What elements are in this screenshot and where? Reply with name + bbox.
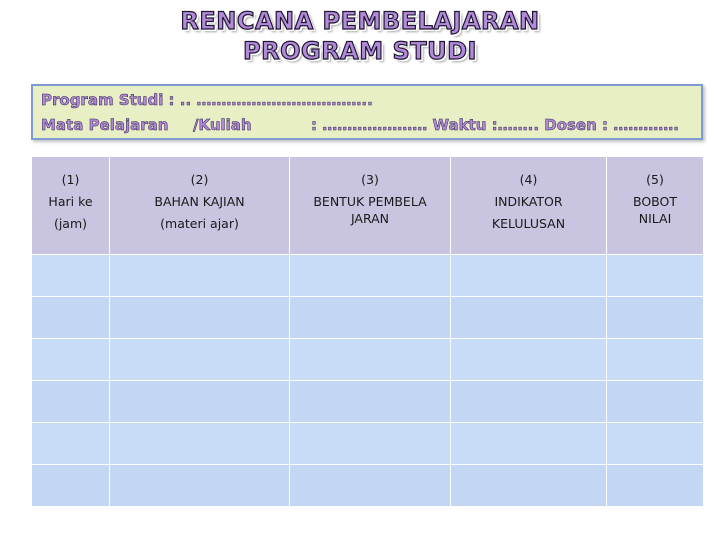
table-cell[interactable]	[32, 381, 110, 423]
column-subtitle: KELULUSAN	[491, 216, 566, 231]
table-cell[interactable]	[32, 297, 110, 339]
table-cell[interactable]	[32, 255, 110, 297]
table-cell[interactable]	[32, 465, 110, 507]
table-cell[interactable]	[607, 339, 704, 381]
column-title: BAHAN KAJIAN	[154, 194, 245, 209]
column-number: (2)	[190, 172, 209, 187]
page-title-line-2: PROGRAM STUDI	[243, 37, 477, 65]
waktu-dosen-label: : ………………… Waktu :…….. Dosen : ………….	[311, 116, 679, 134]
table-cell[interactable]	[290, 423, 451, 465]
table-cell[interactable]	[607, 255, 704, 297]
column-header-bentuk-pembelajaran	[290, 157, 451, 255]
column-subtitle: (materi ajar)	[160, 216, 239, 231]
table-cell[interactable]	[451, 255, 607, 297]
table-row	[32, 255, 704, 297]
column-title: Hari ke	[48, 194, 93, 209]
table-cell[interactable]	[110, 465, 290, 507]
column-subtitle: (jam)	[53, 216, 88, 231]
lesson-plan-table	[31, 156, 704, 507]
table-cell[interactable]	[290, 381, 451, 423]
table-cell[interactable]	[607, 381, 704, 423]
table-cell[interactable]	[110, 339, 290, 381]
table-cell[interactable]	[451, 339, 607, 381]
column-header-bahan-kajian	[110, 157, 290, 255]
column-number: (4)	[519, 172, 538, 187]
table-header-row	[32, 157, 704, 255]
table-row	[32, 339, 704, 381]
kuliah-label: /Kuliah	[193, 116, 252, 134]
table-cell[interactable]	[607, 297, 704, 339]
column-number: (5)	[646, 172, 664, 187]
table-cell[interactable]	[451, 381, 607, 423]
table-cell[interactable]	[451, 465, 607, 507]
table-row	[32, 297, 704, 339]
mata-pelajaran-label: Mata Pelajaran	[41, 116, 169, 134]
table-row	[32, 381, 704, 423]
column-header-hari	[32, 157, 110, 255]
column-subtitle: NILAI	[638, 211, 672, 226]
table-cell[interactable]	[607, 423, 704, 465]
program-studi-label: Program Studi : .. ……………………………..	[41, 91, 373, 109]
column-header-bobot	[607, 157, 704, 255]
table-cell[interactable]	[290, 255, 451, 297]
table-cell[interactable]	[110, 255, 290, 297]
table-cell[interactable]	[290, 465, 451, 507]
table-cell[interactable]	[110, 423, 290, 465]
table-cell[interactable]	[290, 339, 451, 381]
column-subtitle: JARAN	[350, 211, 390, 226]
table-row	[32, 465, 704, 507]
column-number: (1)	[61, 172, 80, 187]
column-title: INDIKATOR	[494, 194, 563, 209]
table-cell[interactable]	[451, 297, 607, 339]
table-cell[interactable]	[110, 381, 290, 423]
table-cell[interactable]	[110, 297, 290, 339]
table-cell[interactable]	[32, 423, 110, 465]
table-cell[interactable]	[32, 339, 110, 381]
page-title-line-1: RENCANA PEMBELAJARAN	[180, 7, 540, 35]
course-info-box	[31, 84, 703, 140]
column-number: (3)	[361, 172, 379, 187]
table-cell[interactable]	[451, 423, 607, 465]
column-title: BOBOT	[632, 194, 678, 209]
column-title: BENTUK PEMBELA	[313, 194, 427, 209]
table-cell[interactable]	[607, 465, 704, 507]
column-header-indikator	[451, 157, 607, 255]
table-row	[32, 423, 704, 465]
table-cell[interactable]	[290, 297, 451, 339]
